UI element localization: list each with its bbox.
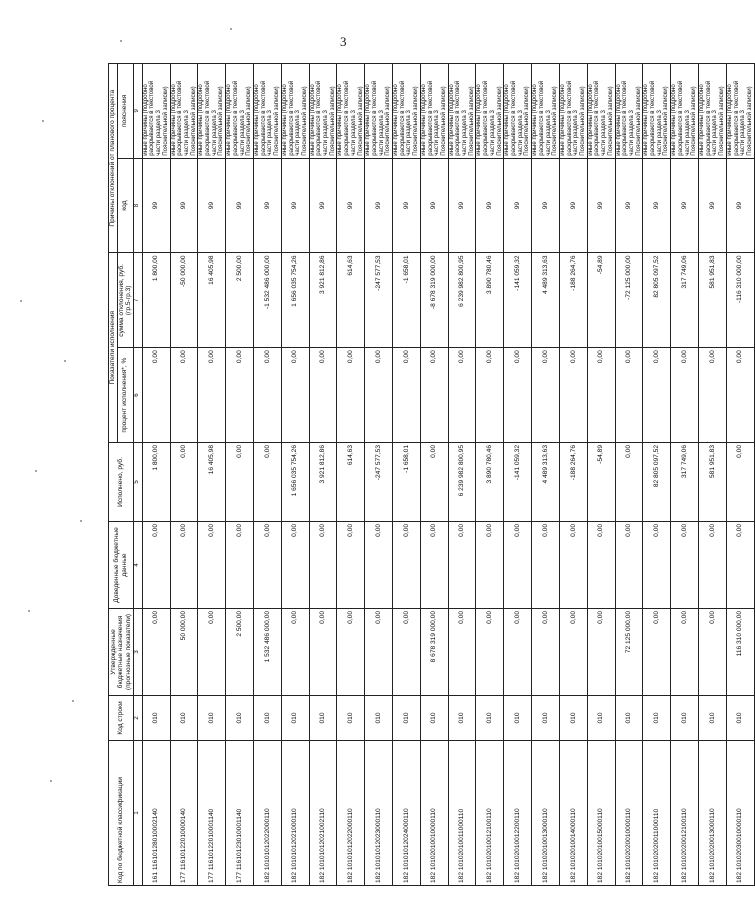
table-row: [337, 64, 365, 886]
kbk-cell: 182 10102010012200110: [504, 741, 532, 886]
deviation-cell: -1 532 486 000,00: [253, 253, 281, 348]
approved-cell: 0,00: [698, 609, 726, 696]
speckle: [28, 610, 30, 612]
deviation-cell: 82 805 097,52: [643, 253, 671, 348]
table-row: [226, 64, 254, 886]
percent-cell: 0,00: [420, 348, 448, 443]
reason-explanation-cell: иные причины (подробно раскрываются в текстовой части раздела 3 Пояснительной записки): [337, 64, 365, 159]
limits-cell: 0,00: [559, 522, 587, 609]
table-row: [420, 64, 448, 886]
approved-cell: 116 310 000,00: [726, 609, 754, 696]
executed-cell: 16 405,98: [198, 443, 226, 522]
reason-explanation-cell: иные причины (подробно раскрываются в текстовой части раздела 3 Пояснительной записки): [198, 64, 226, 159]
limits-cell: 0,00: [615, 522, 643, 609]
reason-code-cell: 99: [281, 158, 309, 253]
kbk-cell: 182 10101012024000110: [393, 741, 421, 886]
table-row: [559, 64, 587, 886]
percent-cell: 0,00: [142, 348, 170, 443]
executed-cell: 0,00: [226, 443, 254, 522]
header-group-execution: Показатели исполнения: [109, 253, 118, 443]
executed-cell: 6 239 982 800,95: [448, 443, 476, 522]
table-row: [198, 64, 226, 886]
row-code-cell: 010: [643, 696, 671, 741]
row-code-cell: 010: [281, 696, 309, 741]
header-group-reasons: Причины отклонений от планового процента: [109, 64, 118, 254]
header-approved: Утвержденные бюджетные назначения (прогнозные показатели): [109, 609, 134, 696]
report-table-frame: [108, 63, 753, 886]
reason-code-cell: 99: [226, 158, 254, 253]
executed-cell: 0,00: [726, 443, 754, 522]
reason-explanation-cell: иные причины (подробно раскрываются в текстовой части раздела 3 Пояснительной записки): [587, 64, 615, 159]
deviation-cell: -247 577,53: [365, 253, 393, 348]
reason-code-cell: 99: [532, 158, 560, 253]
table-row: [671, 64, 699, 886]
limits-cell: 0,00: [309, 522, 337, 609]
rotated-table-container: [108, 63, 753, 886]
percent-cell: 0,00: [643, 348, 671, 443]
kbk-cell: 177 11610122010000140: [170, 741, 198, 886]
reason-code-cell: 99: [615, 158, 643, 253]
speckle: [230, 28, 232, 30]
approved-cell: 0,00: [365, 609, 393, 696]
reason-explanation-cell: иные причины (подробно раскрываются в текстовой части раздела 3 Пояснительной записки): [226, 64, 254, 159]
kbk-cell: 182 10102010012100110: [476, 741, 504, 886]
reason-explanation-cell: иные причины (подробно раскрываются в текстовой части раздела 3 Пояснительной записки): [476, 64, 504, 159]
row-code-cell: 010: [726, 696, 754, 741]
row-code-cell: 010: [393, 696, 421, 741]
reason-code-cell: 99: [365, 158, 393, 253]
table-row: [281, 64, 309, 886]
executed-cell: 317 749,06: [671, 443, 699, 522]
percent-cell: 0,00: [615, 348, 643, 443]
deviation-cell: 4 489 313,63: [532, 253, 560, 348]
approved-cell: 0,00: [393, 609, 421, 696]
limits-cell: 0,00: [726, 522, 754, 609]
executed-cell: 1 800,00: [142, 443, 170, 522]
row-code-cell: 010: [587, 696, 615, 741]
deviation-cell: 3 921 812,86: [309, 253, 337, 348]
col-number: 9: [133, 64, 142, 159]
reason-code-cell: 99: [726, 158, 754, 253]
col-number: 5: [133, 443, 142, 522]
table-body: [142, 64, 754, 886]
row-code-cell: 010: [142, 696, 170, 741]
executed-cell: 0,00: [253, 443, 281, 522]
executed-cell: 0,00: [420, 443, 448, 522]
reason-explanation-cell: иные причины (подробно раскрываются в текстовой части раздела 3 Пояснительной записки): [532, 64, 560, 159]
percent-cell: 0,00: [365, 348, 393, 443]
executed-cell: 581 951,83: [698, 443, 726, 522]
table-row: [393, 64, 421, 886]
approved-cell: 8 678 319 000,00: [420, 609, 448, 696]
kbk-cell: 182 10102010015000110: [587, 741, 615, 886]
executed-cell: 82 805 097,52: [643, 443, 671, 522]
percent-cell: 0,00: [448, 348, 476, 443]
approved-cell: 2 500,00: [226, 609, 254, 696]
reason-explanation-cell: иные причины (подробно раскрываются в текстовой части раздела 3 Пояснительной записки): [253, 64, 281, 159]
kbk-cell: 182 10102020013000110: [698, 741, 726, 886]
deviation-cell: -8 678 319 000,00: [420, 253, 448, 348]
reason-code-cell: 99: [393, 158, 421, 253]
row-code-cell: 010: [698, 696, 726, 741]
executed-cell: -247 577,53: [365, 443, 393, 522]
page-number: 3: [340, 34, 347, 49]
row-code-cell: 010: [170, 696, 198, 741]
kbk-cell: 177 11610122010001140: [198, 741, 226, 886]
reason-code-cell: 99: [671, 158, 699, 253]
table-row: [587, 64, 615, 886]
kbk-cell: 182 10102010010000110: [420, 741, 448, 886]
row-code-cell: 010: [365, 696, 393, 741]
row-code-cell: 010: [671, 696, 699, 741]
approved-cell: 0,00: [532, 609, 560, 696]
limits-cell: 0,00: [142, 522, 170, 609]
limits-cell: 0,00: [532, 522, 560, 609]
executed-cell: 1 656 035 754,26: [281, 443, 309, 522]
percent-cell: 0,00: [532, 348, 560, 443]
percent-cell: 0,00: [337, 348, 365, 443]
row-code-cell: 010: [559, 696, 587, 741]
kbk-cell: 182 10101012022000110: [337, 741, 365, 886]
executed-cell: -1 658,01: [393, 443, 421, 522]
approved-cell: 0,00: [476, 609, 504, 696]
executed-cell: 0,00: [615, 443, 643, 522]
approved-cell: 0,00: [643, 609, 671, 696]
speckle: [50, 780, 52, 782]
table-row: [726, 64, 754, 886]
kbk-cell: 177 11610123010001140: [226, 741, 254, 886]
deviation-cell: -1 658,01: [393, 253, 421, 348]
row-code-cell: 010: [615, 696, 643, 741]
approved-cell: 0,00: [671, 609, 699, 696]
header-row-code: Код строки: [109, 696, 134, 741]
percent-cell: 0,00: [504, 348, 532, 443]
deviation-cell: -72 125 000,00: [615, 253, 643, 348]
limits-cell: 0,00: [337, 522, 365, 609]
report-table: [108, 63, 755, 886]
speckle: [64, 360, 66, 362]
reason-code-cell: 99: [698, 158, 726, 253]
col-number: 1: [133, 741, 142, 886]
col-number: 3: [133, 609, 142, 696]
deviation-cell: 317 749,06: [671, 253, 699, 348]
limits-cell: 0,00: [671, 522, 699, 609]
executed-cell: 0,00: [170, 443, 198, 522]
table-row: [253, 64, 281, 886]
approved-cell: 50 000,00: [170, 609, 198, 696]
reason-explanation-cell: иные причины (подробно раскрываются в текстовой части раздела 3 Пояснительной записки): [365, 64, 393, 159]
kbk-cell: 182 10102020012100110: [671, 741, 699, 886]
limits-cell: 0,00: [643, 522, 671, 609]
reason-explanation-cell: иные причины (подробно раскрываются в текстовой части раздела 3 Пояснительной записки): [281, 64, 309, 159]
percent-cell: 0,00: [393, 348, 421, 443]
speckle: [72, 700, 74, 702]
header-percent: процент исполнения*, %: [117, 348, 133, 443]
limits-cell: 0,00: [420, 522, 448, 609]
row-code-cell: 010: [448, 696, 476, 741]
approved-cell: 0,00: [337, 609, 365, 696]
percent-cell: 0,00: [726, 348, 754, 443]
kbk-cell: 182 10102030010000110: [726, 741, 754, 886]
deviation-cell: 614,63: [337, 253, 365, 348]
limits-cell: 0,00: [198, 522, 226, 609]
row-code-cell: 010: [476, 696, 504, 741]
col-number: 7: [133, 253, 142, 348]
limits-cell: 0,00: [698, 522, 726, 609]
kbk-cell: 182 10101012021002110: [309, 741, 337, 886]
executed-cell: 3 890 780,46: [476, 443, 504, 522]
speckle: [42, 120, 44, 122]
header-reason-code: код: [117, 158, 133, 253]
approved-cell: 0,00: [281, 609, 309, 696]
percent-cell: 0,00: [281, 348, 309, 443]
reason-code-cell: 99: [253, 158, 281, 253]
percent-cell: 0,00: [587, 348, 615, 443]
limits-cell: 0,00: [253, 522, 281, 609]
approved-cell: 0,00: [448, 609, 476, 696]
col-number: 4: [133, 522, 142, 609]
table-row: [476, 64, 504, 886]
table-row: [504, 64, 532, 886]
limits-cell: 0,00: [448, 522, 476, 609]
deviation-cell: 1 800,00: [142, 253, 170, 348]
speckle: [80, 520, 82, 522]
limits-cell: 0,00: [393, 522, 421, 609]
col-number: 2: [133, 696, 142, 741]
kbk-cell: 161 11610128010002140: [142, 741, 170, 886]
reason-explanation-cell: иные причины (подробно раскрываются в текстовой части раздела 3 Пояснительной записки): [698, 64, 726, 159]
reason-code-cell: 99: [476, 158, 504, 253]
table-row: [365, 64, 393, 886]
limits-cell: 0,00: [281, 522, 309, 609]
kbk-cell: 182 10102010013000110: [532, 741, 560, 886]
kbk-cell: 182 10102010011000110: [448, 741, 476, 886]
reason-explanation-cell: иные причины (подробно раскрываются в текстовой части раздела 3 Пояснительной записки): [170, 64, 198, 159]
reason-code-cell: 99: [559, 158, 587, 253]
reason-explanation-cell: иные причины (подробно раскрываются в текстовой части раздела 3 Пояснительной записки): [448, 64, 476, 159]
table-row: [532, 64, 560, 886]
table-row: [142, 64, 170, 886]
col-number: 6: [133, 348, 142, 443]
reason-explanation-cell: иные причины (подробно раскрываются в текстовой части раздела 3 Пояснительной записки): [309, 64, 337, 159]
approved-cell: 0,00: [309, 609, 337, 696]
header-kbk: Код по бюджетной классификации: [109, 741, 134, 886]
percent-cell: 0,00: [698, 348, 726, 443]
approved-cell: 1 532 486 000,00: [253, 609, 281, 696]
speckle: [35, 470, 37, 472]
reason-code-cell: 99: [170, 158, 198, 253]
row-code-cell: 010: [504, 696, 532, 741]
deviation-cell: 3 890 780,46: [476, 253, 504, 348]
table-row: [309, 64, 337, 886]
table-row: [170, 64, 198, 886]
row-code-cell: 010: [337, 696, 365, 741]
limits-cell: 0,00: [504, 522, 532, 609]
executed-cell: 4 489 313,63: [532, 443, 560, 522]
limits-cell: 0,00: [170, 522, 198, 609]
approved-cell: 0,00: [587, 609, 615, 696]
percent-cell: 0,00: [476, 348, 504, 443]
kbk-cell: 182 10102010014000110: [559, 741, 587, 886]
reason-explanation-cell: иные причины (подробно раскрываются в текстовой части раздела 3 Пояснительной записки): [615, 64, 643, 159]
col-number: 8: [133, 158, 142, 253]
approved-cell: 0,00: [504, 609, 532, 696]
executed-cell: -54,89: [587, 443, 615, 522]
reason-explanation-cell: иные причины (подробно раскрываются в текстовой части раздела 3 Пояснительной записки): [559, 64, 587, 159]
deviation-cell: 581 951,83: [698, 253, 726, 348]
header-reason-explanation: пояснения: [117, 64, 133, 159]
table-row: [615, 64, 643, 886]
executed-cell: -188 264,76: [559, 443, 587, 522]
percent-cell: 0,00: [198, 348, 226, 443]
deviation-cell: -141 059,32: [504, 253, 532, 348]
limits-cell: 0,00: [587, 522, 615, 609]
kbk-cell: 182 10101012023000110: [365, 741, 393, 886]
reason-code-cell: 99: [448, 158, 476, 253]
reason-code-cell: 99: [643, 158, 671, 253]
header-limits: Доведенные бюджетные данные: [109, 522, 134, 609]
percent-cell: 0,00: [309, 348, 337, 443]
approved-cell: 0,00: [198, 609, 226, 696]
reason-code-cell: 99: [504, 158, 532, 253]
limits-cell: 0,00: [365, 522, 393, 609]
percent-cell: 0,00: [226, 348, 254, 443]
deviation-cell: 1 656 035 754,26: [281, 253, 309, 348]
limits-cell: 0,00: [226, 522, 254, 609]
reason-code-cell: 99: [142, 158, 170, 253]
reason-code-cell: 99: [587, 158, 615, 253]
row-code-cell: 010: [309, 696, 337, 741]
table-row: [698, 64, 726, 886]
row-code-cell: 010: [226, 696, 254, 741]
reason-code-cell: 99: [198, 158, 226, 253]
deviation-cell: -54,89: [587, 253, 615, 348]
percent-cell: 0,00: [253, 348, 281, 443]
kbk-cell: 182 10102020011000110: [643, 741, 671, 886]
reason-explanation-cell: иные причины (подробно раскрываются в текстовой части раздела 3 Пояснительной записки): [726, 64, 754, 159]
percent-cell: 0,00: [671, 348, 699, 443]
header-deviation: сумма отклонения, руб. (гр.5-гр.3): [117, 253, 133, 348]
deviation-cell: -188 264,76: [559, 253, 587, 348]
deviation-cell: 2 500,00: [226, 253, 254, 348]
table-row: [643, 64, 671, 886]
kbk-cell: 182 10101012021000110: [281, 741, 309, 886]
deviation-cell: -116 310 000,00: [726, 253, 754, 348]
row-code-cell: 010: [253, 696, 281, 741]
deviation-cell: 16 405,98: [198, 253, 226, 348]
reason-explanation-cell: иные причины (подробно раскрываются в текстовой части раздела 3 Пояснительной записки): [142, 64, 170, 159]
row-code-cell: 010: [420, 696, 448, 741]
table-row: [448, 64, 476, 886]
percent-cell: 0,00: [170, 348, 198, 443]
limits-cell: 0,00: [476, 522, 504, 609]
reason-code-cell: 99: [420, 158, 448, 253]
header-executed: Исполнено, руб.: [109, 443, 134, 522]
approved-cell: 0,00: [559, 609, 587, 696]
reason-code-cell: 99: [337, 158, 365, 253]
executed-cell: -141 059,32: [504, 443, 532, 522]
kbk-cell: 182 10102020010000110: [615, 741, 643, 886]
percent-cell: 0,00: [559, 348, 587, 443]
deviation-cell: -50 000,00: [170, 253, 198, 348]
reason-explanation-cell: иные причины (подробно раскрываются в текстовой части раздела 3 Пояснительной записки): [643, 64, 671, 159]
column-numbers-row: [133, 64, 142, 886]
executed-cell: 3 921 812,86: [309, 443, 337, 522]
approved-cell: 72 125 000,00: [615, 609, 643, 696]
approved-cell: 0,00: [142, 609, 170, 696]
reason-code-cell: 99: [309, 158, 337, 253]
reason-explanation-cell: иные причины (подробно раскрываются в текстовой части раздела 3 Пояснительной записки): [504, 64, 532, 159]
executed-cell: 614,63: [337, 443, 365, 522]
deviation-cell: 6 239 982 800,95: [448, 253, 476, 348]
speckle: [20, 300, 22, 302]
reason-explanation-cell: иные причины (подробно раскрываются в текстовой части раздела 3 Пояснительной записки): [420, 64, 448, 159]
reason-explanation-cell: иные причины (подробно раскрываются в текстовой части раздела 3 Пояснительной записки): [393, 64, 421, 159]
kbk-cell: 182 10101012022000110: [253, 741, 281, 886]
row-code-cell: 010: [198, 696, 226, 741]
speckle: [120, 40, 122, 42]
reason-explanation-cell: иные причины (подробно раскрываются в текстовой части раздела 3 Пояснительной записки): [671, 64, 699, 159]
row-code-cell: 010: [532, 696, 560, 741]
